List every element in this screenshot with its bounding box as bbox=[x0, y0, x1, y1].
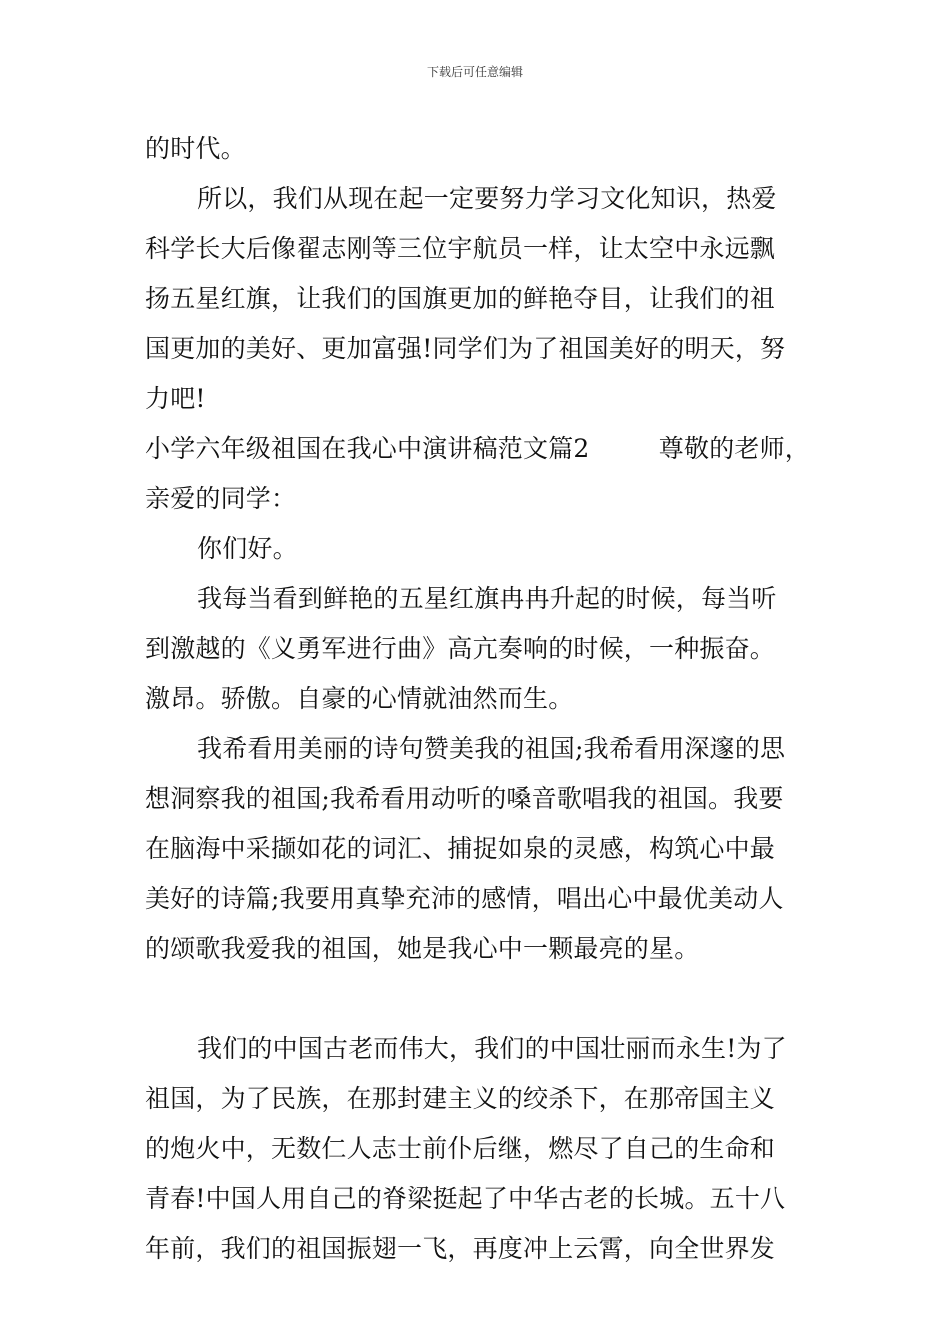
text-line: 的颂歌我爱我的祖国，她是我心中一颗最亮的星。 bbox=[145, 934, 700, 963]
text-line: 美好的诗篇;我要用真挚充沛的感情，唱出心中最优美动人 bbox=[145, 884, 784, 913]
text-line: 亲爱的同学： bbox=[145, 484, 297, 513]
text-line: 科学长大后像翟志刚等三位宇航员一样，让太空中永远飘 bbox=[145, 234, 776, 263]
section-heading-title: 小学六年级祖国在我心中演讲稿范文篇2 bbox=[145, 434, 590, 463]
text-line: 祖国，为了民族，在那封建主义的绞杀下，在那帝国主义 bbox=[145, 1084, 776, 1113]
section-heading-line bbox=[145, 424, 810, 474]
text-line: 想洞察我的祖国;我希看用动听的嗓音歌唱我的祖国。我要 bbox=[145, 784, 784, 813]
text-line: 我希看用美丽的诗句赞美我的祖国;我希看用深邃的思 bbox=[197, 734, 786, 763]
paragraph-block-2 bbox=[145, 474, 810, 1274]
paragraph-block-1 bbox=[145, 124, 810, 424]
text-line: 力吧! bbox=[145, 384, 206, 413]
page-header-note: 下载后可任意编辑 bbox=[426, 65, 523, 79]
salutation-text: 尊敬的老师， bbox=[658, 434, 810, 463]
text-line: 扬五星红旗，让我们的国旗更加的鲜艳夺目，让我们的祖 bbox=[145, 284, 776, 313]
text-line: 的炮火中，无数仁人志士前仆后继，燃尽了自己的生命和 bbox=[145, 1134, 776, 1163]
text-line: 我们的中国古老而伟大，我们的中国壮丽而永生!为了 bbox=[197, 1034, 787, 1063]
text-line: 你们好。 bbox=[197, 534, 298, 563]
text-line: 激昂。骄傲。自豪的心情就油然而生。 bbox=[145, 684, 574, 713]
text-line: 的时代。 bbox=[145, 134, 246, 163]
text-line: 年前，我们的祖国振翅一飞，再度冲上云霄，向全世界发 bbox=[145, 1234, 776, 1263]
text-line: 所以，我们从现在起一定要努力学习文化知识，热爱 bbox=[197, 184, 777, 213]
text-line: 国更加的美好、更加富强!同学们为了祖国美好的明天，努 bbox=[145, 334, 786, 363]
text-line: 到激越的《义勇军进行曲》高亢奏响的时候，一种振奋。 bbox=[145, 634, 776, 663]
text-line bbox=[145, 974, 810, 1024]
text-line: 青春!中国人用自己的脊梁挺起了中华古老的长城。五十八 bbox=[145, 1184, 786, 1213]
text-line: 在脑海中采撷如花的词汇、捕捉如泉的灵感，构筑心中最 bbox=[145, 834, 776, 863]
document-body bbox=[145, 124, 810, 1274]
text-line: 我每当看到鲜艳的五星红旗冉冉升起的时候，每当听 bbox=[197, 584, 777, 613]
